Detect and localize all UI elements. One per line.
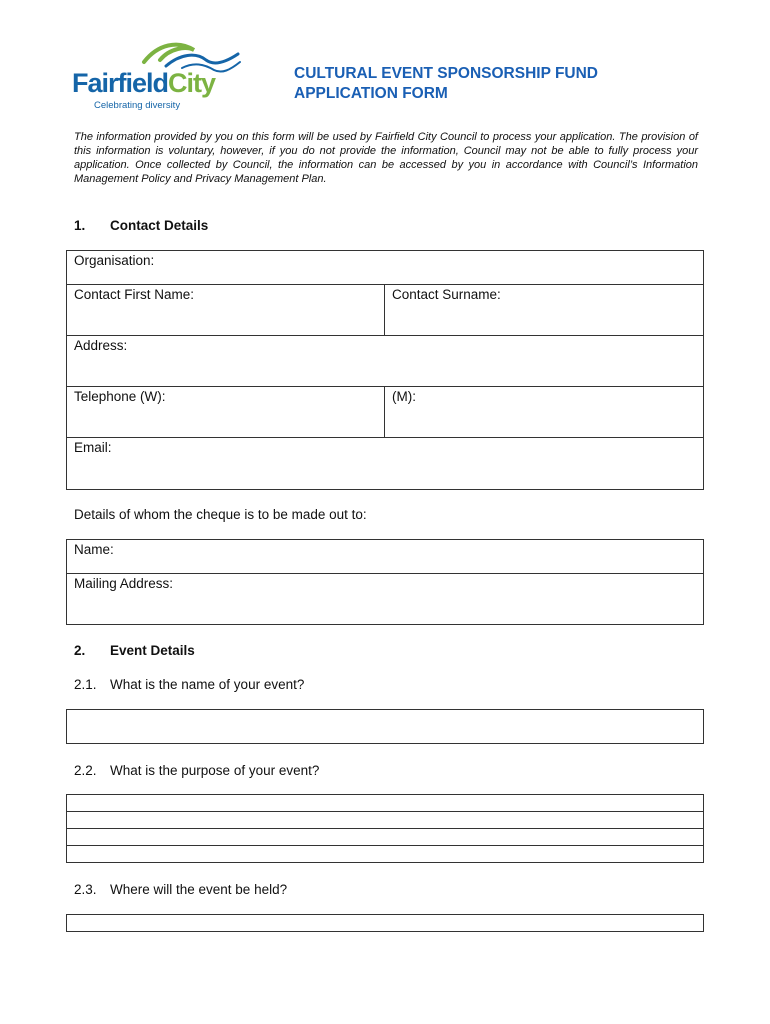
event-purpose-line-4[interactable] bbox=[66, 845, 704, 863]
telephone-label: Telephone (W): bbox=[74, 389, 166, 404]
form-title-line1: CULTURAL EVENT SPONSORSHIP FUND bbox=[294, 65, 598, 82]
surname-label: Contact Surname: bbox=[392, 287, 501, 302]
cheque-name-label: Name: bbox=[74, 542, 114, 557]
question-2-3-text: Where will the event be held? bbox=[110, 882, 288, 897]
section2-title: Event Details bbox=[110, 643, 195, 658]
email-field[interactable] bbox=[66, 437, 704, 490]
form-title bbox=[294, 64, 714, 104]
first-name-field[interactable] bbox=[66, 284, 385, 336]
contact-details-table bbox=[66, 250, 704, 490]
mailing-address-label: Mailing Address: bbox=[74, 576, 174, 591]
question-2-3-number: 2.3. bbox=[74, 882, 97, 897]
telephone-field[interactable] bbox=[66, 386, 385, 438]
logo-name-city: City bbox=[168, 68, 216, 98]
privacy-intro: The information provided by you on this form will be used by Fairfield City Council to process your application. The provision of this information is voluntary, however, if you do not provide the information, Council may not be able to fully process your application. Once collected by Council, the information can be accessed by you in accordance with Council’s Information Management Policy and Privacy Management Plan. bbox=[74, 131, 698, 185]
event-location-input[interactable] bbox=[66, 914, 704, 932]
section1-number: 1. bbox=[74, 218, 86, 233]
first-name-label: Contact First Name: bbox=[74, 287, 195, 302]
organisation-label: Organisation: bbox=[74, 253, 155, 268]
logo-wordmark bbox=[72, 68, 215, 99]
section1-heading bbox=[74, 218, 208, 233]
cheque-details-table bbox=[66, 539, 704, 625]
organisation-field[interactable] bbox=[66, 250, 704, 285]
mobile-label: (M): bbox=[392, 389, 416, 404]
address-field[interactable] bbox=[66, 335, 704, 387]
fairfield-city-logo bbox=[70, 40, 250, 112]
mailing-address-field[interactable] bbox=[66, 573, 704, 625]
question-2-1-number: 2.1. bbox=[74, 677, 97, 692]
surname-field[interactable] bbox=[384, 284, 704, 336]
section2-number: 2. bbox=[74, 643, 86, 658]
question-2-2-number: 2.2. bbox=[74, 763, 97, 778]
cheque-note: Details of whom the cheque is to be made out to: bbox=[74, 507, 367, 522]
cheque-name-field[interactable] bbox=[66, 539, 704, 574]
logo-name-fairfield: Fairfield bbox=[72, 68, 169, 98]
event-purpose-line-2[interactable] bbox=[66, 811, 704, 829]
form-title-line2: APPLICATION FORM bbox=[294, 85, 448, 102]
event-purpose-line-1[interactable] bbox=[66, 794, 704, 812]
email-label: Email: bbox=[74, 440, 112, 455]
question-2-2-text: What is the purpose of your event? bbox=[110, 763, 320, 778]
mobile-field[interactable] bbox=[384, 386, 704, 438]
question-2-1 bbox=[74, 677, 304, 692]
question-2-2 bbox=[74, 763, 319, 778]
event-purpose-line-3[interactable] bbox=[66, 828, 704, 846]
address-label: Address: bbox=[74, 338, 128, 353]
logo-tagline: Celebrating diversity bbox=[94, 100, 181, 111]
section1-title: Contact Details bbox=[110, 218, 209, 233]
question-2-1-text: What is the name of your event? bbox=[110, 677, 305, 692]
event-name-input[interactable] bbox=[66, 709, 704, 744]
event-purpose-table bbox=[66, 794, 704, 864]
section2-heading bbox=[74, 643, 195, 658]
question-2-3 bbox=[74, 882, 287, 897]
